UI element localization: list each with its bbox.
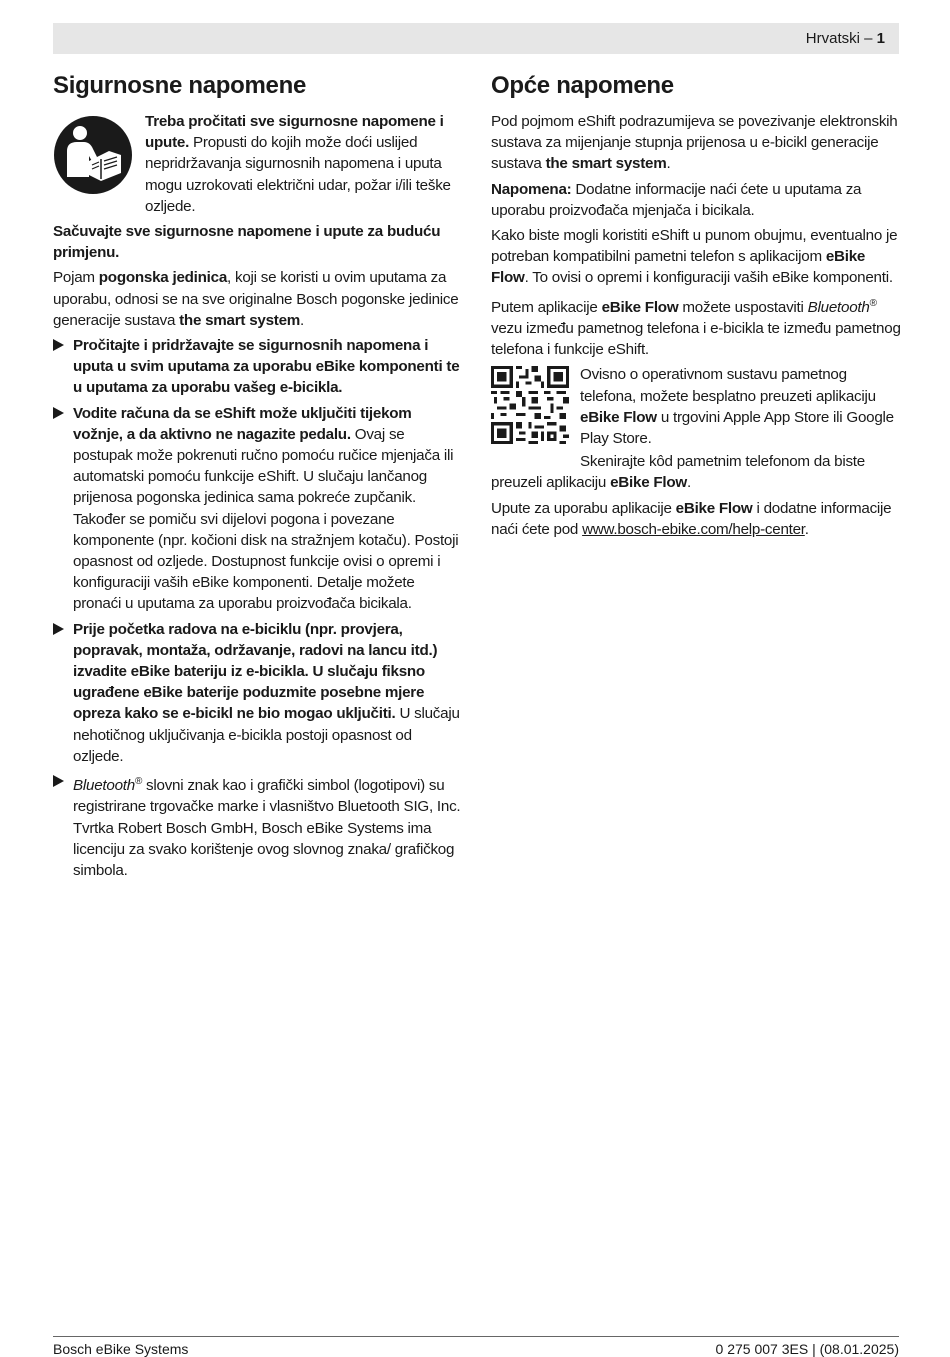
bluetooth-connection: Putem aplikacije eBike Flow možete uspostaviti Bluetooth® vezu između pametnog telefona i e-bicikla te između pametnog telefona i funkcije eShift.	[491, 297, 901, 359]
left-column	[53, 70, 465, 885]
triangle-bullet-icon	[53, 775, 64, 787]
scan-instruction: Skenirajte kôd pametnim telefonom da biste preuzeli aplikaciju eBike Flow.	[491, 453, 865, 492]
page-header-label: Hrvatski – 1	[805, 30, 885, 47]
triangle-bullet-icon	[53, 623, 64, 635]
section-title-safety: Sigurnosne napomene	[53, 72, 307, 99]
safety-intro-text: Treba pročitati sve sigurnosne napomene i upute. Propusti do kojih može doći uslijed nepridržavanja sigurnosnih napomena i uputa mogu uzrokovati električni udar, požar i/ili teške ozljede.	[145, 113, 451, 215]
footer-company: Bosch eBike Systems	[53, 1341, 189, 1357]
page-footer	[53, 1336, 899, 1357]
app-download-block	[491, 364, 901, 449]
help-center-paragraph: Upute za uporabu aplikacije eBike Flow i dodatne informacije naći ćete pod www.bosch-ebike.com/help-center.	[491, 499, 892, 538]
section-title-general: Opće napomene	[491, 72, 674, 99]
help-center-link[interactable]: www.bosch-ebike.com/help-center	[582, 520, 805, 538]
footer-doc-id: 0 275 007 3ES | (08.01.2025)	[715, 1341, 899, 1357]
read-manual-icon	[53, 115, 133, 195]
page-header-bar	[53, 23, 899, 54]
note-paragraph: Napomena: Dodatne informacije naći ćete u uputama za uporabu proizvođača mjenjača i bicikala.	[491, 180, 862, 219]
bullet-item-read-instructions: Pročitajte i pridržavajte se sigurnosnih napomena i uputa u svim uputama za uporabu eBike komponenti te u uputama za uporabu vašeg e-bicikla.	[53, 335, 465, 399]
qr-code-icon[interactable]	[491, 366, 569, 444]
app-download-text: Ovisno o operativnom sustavu pametnog telefona, možete besplatno preuzeti aplikaciju eBike Flow u trgovini Apple App Store ili Google Play Store.	[580, 366, 894, 447]
page-number: 1	[876, 30, 885, 47]
save-notice: Sačuvajte sve sigurnosne napomene i upute za buduću primjenu.	[53, 223, 441, 262]
triangle-bullet-icon	[53, 339, 64, 351]
bullet-item-bluetooth-trademark: Bluetooth® slovni znak kao i grafički simbol (logotipovi) su registrirane trgovačke marke i vlasništvo Bluetooth SIG, Inc. Tvrtka Robert Bosch GmbH, Bosch eBike Systems ima licenciju za svako korištenje ovog slovnog znaka/ grafičkog simbola.	[53, 771, 465, 881]
safety-intro	[53, 111, 465, 217]
right-column	[491, 70, 901, 544]
bullet-item-eshift-warning: Vodite računa da se eShift može uključiti tijekom vožnje, a da aktivno ne nagazite pedalu. Ovaj se postupak može pokrenuti ručno pomoću ručice mjenjača ili automatski pomoću funkcije eShift. U slučaju lančanog prijenosa pogonska jedinica sama pokreće zupčanik. Također se pomiču svi dijelovi pogona i povezane komponente (npr. kočioni disk na stražnjem kotaču). Postoji opasnost od ozljede. Dostupnost funkcije ovisi o opremi i konfiguraciji vaših eBike komponenti. Detalje možete pronaći u uputama za uporabu proizvođača bicikala.	[53, 403, 465, 615]
term-definition: Pojam pogonska jedinica, koji se koristi u ovim uputama za uporabu, odnosi se na sve originalne Bosch pogonske jedinice generacije sustava the smart system.	[53, 269, 459, 329]
bullet-item-remove-battery: Prije početka radova na e-biciklu (npr. provjera, popravak, montaža, održavanje, radovi na lancu itd.) izvadite eBike bateriju iz e-bicikla. U slučaju fiksno ugrađene eBike baterije poduzmite posebne mjere opreza kako se e-bicikl ne bio mogao uključiti. U slučaju nehotičnog uključivanja e-bicikla postoji opasnost od ozljede.	[53, 619, 465, 767]
triangle-bullet-icon	[53, 407, 64, 419]
eshift-description: Pod pojmom eShift podrazumijeva se povezivanje elektronskih sustava za mijenjanje stupnja prijenosa u e-bicikl generacije sustava the smart system.	[491, 113, 898, 173]
smartphone-requirement: Kako biste mogli koristiti eShift u punom obujmu, eventualno je potreban kompatibilni pametni telefon s aplikacijom eBike Flow. To ovisi o opremi i konfiguraciji vaših eBike komponenti.	[491, 227, 898, 287]
